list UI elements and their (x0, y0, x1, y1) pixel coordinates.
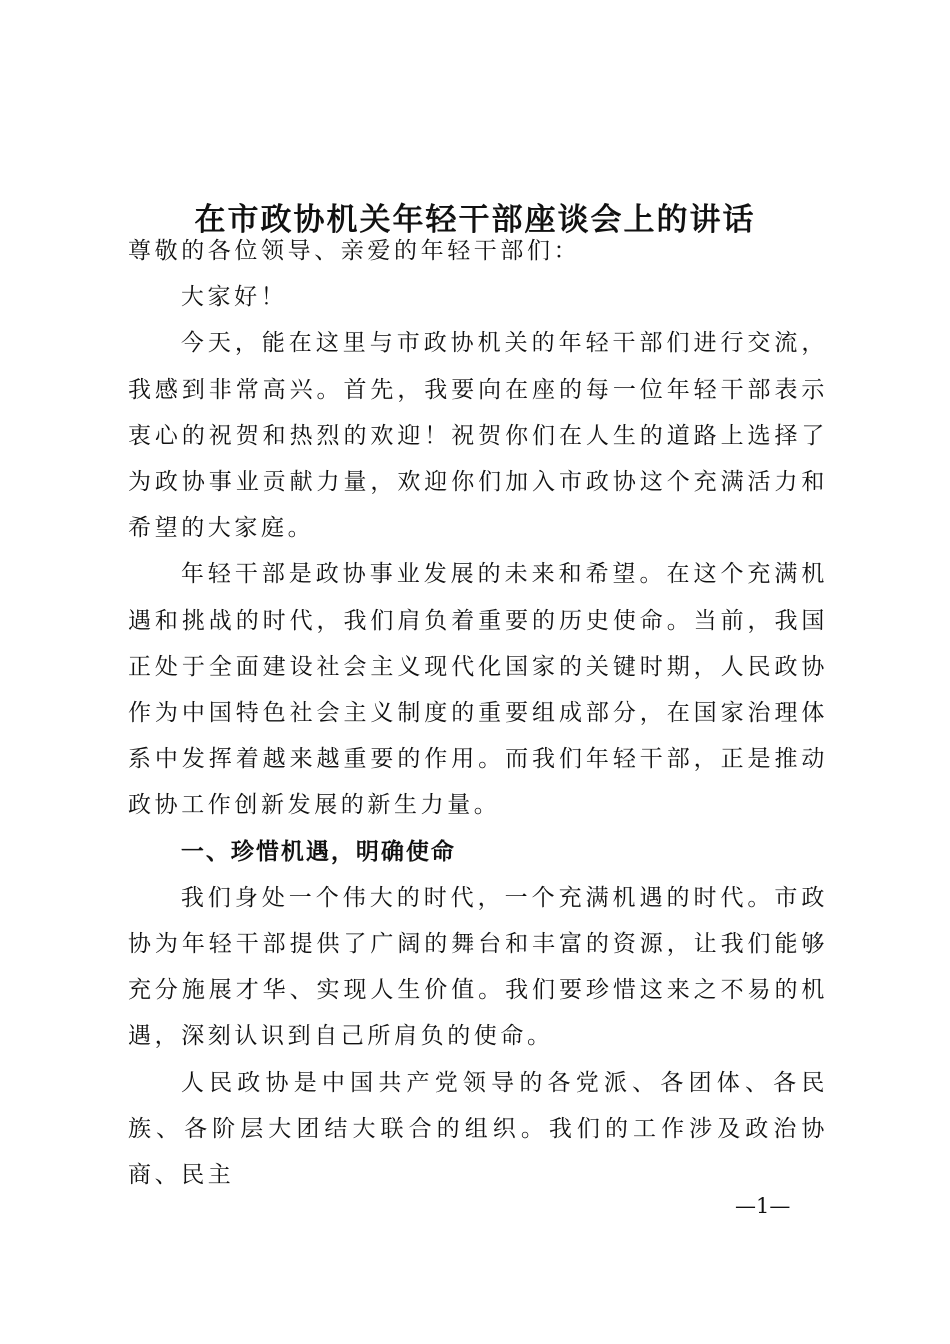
document-body (128, 228, 828, 1198)
paragraph-opportunity: 我们身处一个伟大的时代，一个充满机遇的时代。市政协为年轻干部提供了广阔的舞台和丰富的资源，让我们能够充分施展才华、实现人生价值。我们要珍惜这来之不易的机遇，深刻认识到自己所肩负的使命。 (128, 884, 828, 1050)
salutation: 尊敬的各位领导、亲爱的年轻干部们： (128, 238, 581, 264)
document-title: 在市政协机关年轻干部座谈会上的讲话 (194, 201, 756, 238)
page-number: —1— (735, 1194, 791, 1218)
greeting: 大家好！ (180, 284, 288, 311)
paragraph-intro: 今天，能在这里与市政协机关的年轻干部们进行交流，我感到非常高兴。首先，我要向在座的每一位年轻干部表示衷心的祝贺和热烈的欢迎！祝贺你们在人生的道路上选择了为政协事业贡献力量，欢迎你们加入市政协这个充满活力和希望的大家庭。 (128, 330, 828, 542)
paragraph-cppcc: 人民政协是中国共产党领导的各党派、各团体、各民族、各阶层大团结大联合的组织。我们的工作涉及政治协商、民主 (128, 1069, 828, 1189)
section-heading: 一、珍惜机遇，明确使命 (180, 838, 456, 865)
paragraph-young-cadres: 年轻干部是政协事业发展的未来和希望。在这个充满机遇和挑战的时代，我们肩负着重要的历史使命。当前，我国正处于全面建设社会主义现代化国家的关键时期，人民政协作为中国特色社会主义制度的重要组成部分，在国家治理体系中发挥着越来越重要的作用。而我们年轻干部，正是推动政协工作创新发展的新生力量。 (128, 561, 828, 819)
